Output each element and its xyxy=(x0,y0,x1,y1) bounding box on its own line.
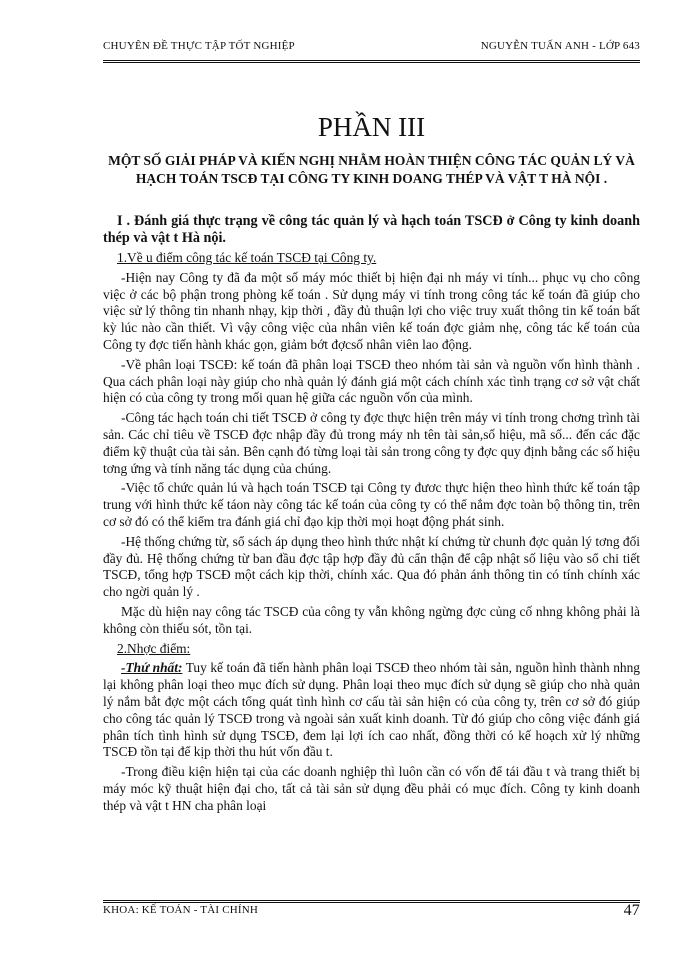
paragraph: Mặc dù hiện nay công tác TSCĐ của công ty vẫn không ngừng đợc củng cố nhng không phải là không còn thiếu sót, tồn tại. xyxy=(103,603,640,636)
body-content xyxy=(103,213,640,815)
footer-left-text: KHOA: KẾ TOÁN - TÀI CHÍNH xyxy=(103,904,259,916)
paragraph: -Về phân loại TSCĐ: kế toán đã phân loại TSCĐ theo nhóm tài sản và nguồn vốn hình thành . Qua cách phân loại này giúp cho nhà quản lý đánh giá một cách chính xác tình trạng cơ sở vật chất hiện có của công ty trong mối quan hệ giữa các nguồn vốn của mình. xyxy=(103,356,640,406)
page-footer xyxy=(103,904,640,922)
paragraph-first-point xyxy=(103,660,640,761)
paragraph: -Việc tổ chức quản lú và hạch toán TSCĐ tại Công ty đươc thực hiện theo hình thức kế toán tập trung với hình thức kế táon này công tác kế toán của công ty có thể nắm đợc toàn bộ thông tin, trên cơ sở đó có thể kiểm tra đánh giá chỉ đạo kịp thời mọi hoạt động phát sinh. xyxy=(103,480,640,529)
paragraph: -Hiện nay Công ty đã đa một số máy móc thiết bị hiện đại nh máy vi tính... phục vụ cho công việc ở các bộ phận trong phòng kế toán . Sử dụng máy vi tính trong công tác kế toán đã giúp cho việc sử lý thông tin nhanh nhạy, kịp thời , đầy đủ thuận lợi cho việc truy xuất thông tin kế toán bất kỳ lúc nào cần thiết. Vì vậy công việc của nhân viên kế toán đợc giảm nhẹ, công tác kế toán của Công ty đợc tiến hành khác gọn, giảm bớt đợcsố nhân viên lao động. xyxy=(103,269,640,352)
paragraph: -Trong điều kiện hiện tại của các doanh nghiệp thì luôn cần có vốn để tái đầu t và trang thiết bị máy móc kỹ thuật hiện đại cho, tất cả tài sản sử dụng đều phải có mục đích. Công ty kinh doanh thép và vật t HN cha phân loại xyxy=(103,764,640,813)
paragraph: -Hệ thống chứng từ, sổ sách áp dụng theo hình thức nhật kí chứng từ chunh đợc quản lý tơng đối đầy đủ. Hệ thống chứng từ ban đầu đợc tập hợp đầy đủ cẩn thận để cập nhật số liệu vào sổ chi tiết TSCĐ, tổng hợp TSCĐ một cách kịp thời, chính xác. Qua đó phản ánh thông tin có tính chính xác cho ngời quản lý . xyxy=(103,533,640,600)
header-right-text: NGUYỄN TUẤN ANH - LỚP 643 xyxy=(480,40,640,52)
header-left-text: CHUYÊN ĐỀ THỰC TẬP TỐT NGHIỆP xyxy=(103,40,295,52)
first-point-text: Tuy kế toán đã tiến hành phân loại TSCĐ theo nhóm tài sản, nguồn hình thành nhng lại không phân loại theo mục đích sử dụng. Phân loại theo mục đích sử dụng sẽ giúp cho nhà quản lý nắm bắt đợc một cách tổng quát tình hình cơ cấu tài sản hiện có của công ty, trên cơ sở đó giúp cho công tác quản lý TSCĐ trong và ngoài sản xuất kinh doanh. Từ đó giúp cho công việc đánh giá phân tích tình hình sử dụng TSCĐ, đem lại lợi ích cao nhất, đồng thời có kế hoạch xử lý những TSCĐ tồn tại để kịp thời thu hút vốn đầu t. xyxy=(103,660,640,760)
footer-divider xyxy=(103,900,640,903)
section-title: MỘT SỐ GIẢI PHÁP VÀ KIẾN NGHỊ NHẰM HOÀN THIỆN CÔNG TÁC QUẢN LÝ VÀ HẠCH TOÁN TSCĐ TẠI CÔNG TY KINH DOANG THÉP VÀ VẬT T HÀ NỘI . xyxy=(108,153,635,186)
header-divider xyxy=(103,60,640,63)
paragraph: -Công tác hạch toán chi tiết TSCĐ ở công ty đợc thực hiện trên máy vi tính trong chơng trình tài sản. Các chỉ tiêu về TSCĐ đợc nhập đầy đủ trong máy nh tên tài sản,số hiệu, mã số... đến các đặc điểm kỹ thuật của tài sản. Bên cạnh đó từng loại tài sản trong công ty đợc quy định bằng các số hiệu tơng ứng và tính năng tác dụng của chúng. xyxy=(103,410,640,476)
subheading-disadvantages: 2.Nhợc điểm: xyxy=(117,640,191,656)
part-title: PHẦN III xyxy=(317,112,426,142)
heading-1: I . Đánh giá thực trạng về công tác quản lý và hạch toán TSCĐ ở Công ty kinh doanh thép và vật t Hà nội. xyxy=(103,213,640,246)
subheading-advantages: 1.Về u điểm công tác kế toán TSCĐ tại Công ty. xyxy=(117,250,377,265)
page-header xyxy=(103,40,640,58)
page-number: 47 xyxy=(623,902,640,919)
first-point-label: -Thứ nhất: xyxy=(121,660,183,676)
